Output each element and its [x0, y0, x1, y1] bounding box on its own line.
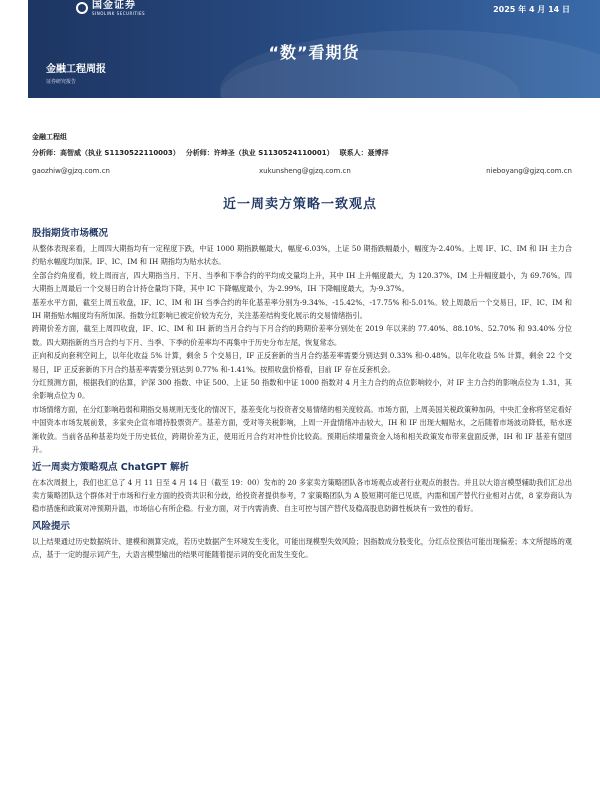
analyst-list — [32, 148, 572, 158]
analyst-2: 分析师：许坤圣（执业 S1130524110001） — [185, 149, 334, 157]
paragraph: 在本次周报上，我们也汇总了 4 月 11 日至 4 月 14 日（截至 19：00）发布的 20 多家卖方策略团队各市场观点或者行业观点的报告。并且以大语言模型辅助我们汇总出卖方策略团队这个群体对于市场和行业方面的投资共识和分歧，给投资者提供参考，7 家策略团队为 A 股短期可能已见底，内需和国产替代行业相对占优，8 家券商认为稳市措施和政策对冲预期升温，市场信心有所企稳。行业方面，对于内需消费、自主可控与国产替代及稳高股息防御性板块有一致性的看好。 — [32, 477, 573, 514]
logo-en-text: SINOLINK SECURITIES — [92, 11, 146, 16]
email-1: gaozhiw@gjzq.com.cn — [32, 167, 110, 175]
paragraph: 分红预测方面，根据我们的估算，沪深 300 指数、中证 500、上证 50 指数和中证 1000 指数对 4 月主力合约的点位影响较小，对 IF 主力合约的影响点位为 1.31，其余影响点位为 0。 — [32, 378, 572, 401]
company-logo — [76, 0, 145, 16]
paragraph: 从整体表现来看，上周四大期指均有一定程度下跌，中证 1000 期指跌幅最大，幅度-6.03%，上证 50 期指跌幅最小，幅度为-2.40%。上周 IF、IC、IM 和 IH 主力合约贴水幅度均加深。IF、IC、IM 和 IH 期指均为贴水状态。 — [32, 244, 572, 267]
report-name: 金融工程周报 — [46, 64, 106, 75]
paragraph: 全部合约角度看，较上周而言，四大期指当月、下月、当季和下季合约的平均成交量均上升，其中 IH 上升幅度最大，为 120.37%，IM 上升幅度最小，为 69.76%。四大期指上周最后一个交易日的合计持仓量均下降，其中 IC 下降幅度最小，为-2.99%，IH 下降幅度最大，为-9.37%。 — [32, 270, 572, 294]
banner-title: “数”看期货 — [268, 43, 360, 62]
paragraph: 正向和反向套利空间上，以年化收益 5% 计算，剩余 5 个交易日，IF 正反套新的当月合约基差率需要分别达到 0.33% 和-0.48%。以年化收益 5% 计算，剩余 22 个交易日，IF 正反套新的下月合约基差率需要分别达到 0.77% 和-1.41%。按照收盘价格看，目前 IF 存在反套机会。 — [32, 351, 572, 374]
author-block — [32, 132, 572, 175]
paragraph: 跨期价差方面，截至上周四收盘，IF、IC、IM 和 IH 新的当月合约与下月合约的跨期价差率分别处在 2019 年以来的 77.40%、88.10%、52.70% 和 93.40% 分位数。四大期指新的当月合约与下月、当季、下季的价差率均不再集中于历史分布左尾，恢复常态。 — [32, 324, 572, 347]
analyst-1: 分析师：高智威（执业 S1130522110003） — [32, 149, 180, 157]
paragraph: 市场情绪方面，在分红影响趋弱和期指交易规则无变化的情况下，基差变化与投资者交易情绪的相关度较高。市场方面，上周美国关税政策种加码，中央汇金称将坚定看好中国资本市场发展前景，多家央企宣布增持股票资产。基差方面，受对等关税影响，上周一开盘情绪冲击较大，IH 和 IF 出现大幅贴水，之后随着市场波动降低，贴水逐渐收敛。当前各品种基差均处于历史低位，跨期价差为正，使用近月合约对冲性价比较高。预期后续增量资金入场和相关政策发布带来盘面反弹，IH 和 IF 基差有望回升。 — [32, 404, 572, 455]
report-type: 证券研究报告 — [46, 79, 77, 85]
email-list — [32, 167, 572, 175]
header-banner — [28, 0, 600, 98]
paragraph: 以上结果通过历史数据统计、建模和测算完成，若历史数据产生环境发生变化，可能出现模型失效风险；因指数成分股变化，分红点位预估可能出现偏差；本文所提练的观点，基于一定的提示词产生，大语言模型输出的结果可能随着提示词的变化而发生变化。 — [32, 536, 572, 560]
paragraph: 基差水平方面，截至上周五收盘，IF、IC、IM 和 IH 当季合约的年化基差率分别为-9.34%、-15.42%、-17.75% 和-5.01%。较上周最后一个交易日，IF、IC、IM 和 IH 期指贴水幅度均有所加深。指数分红影响已被定价较为充分，关注基差结构变化展示的交易情绪指引。 — [32, 297, 572, 321]
section-title-risk: 风险提示 — [32, 520, 71, 532]
logo-cn-text: 国金证券 — [92, 0, 136, 11]
section-title-gpt: 近一周卖方策略观点 ChatGPT 解析 — [32, 461, 190, 473]
contact-person: 联系人：聂博洋 — [339, 149, 389, 157]
section-title-market: 股指期货市场概况 — [32, 228, 109, 239]
email-2: xukunsheng@gjzq.com.cn — [259, 167, 351, 175]
email-3: nieboyang@gjzq.com.cn — [486, 167, 572, 175]
team-name: 金融工程组 — [32, 133, 67, 141]
logo-circle-icon — [76, 2, 88, 14]
report-date: 2025 年 4 月 14 日 — [493, 5, 570, 14]
report-body — [32, 223, 572, 562]
main-title: 近一周卖方策略一致观点 — [222, 197, 377, 212]
